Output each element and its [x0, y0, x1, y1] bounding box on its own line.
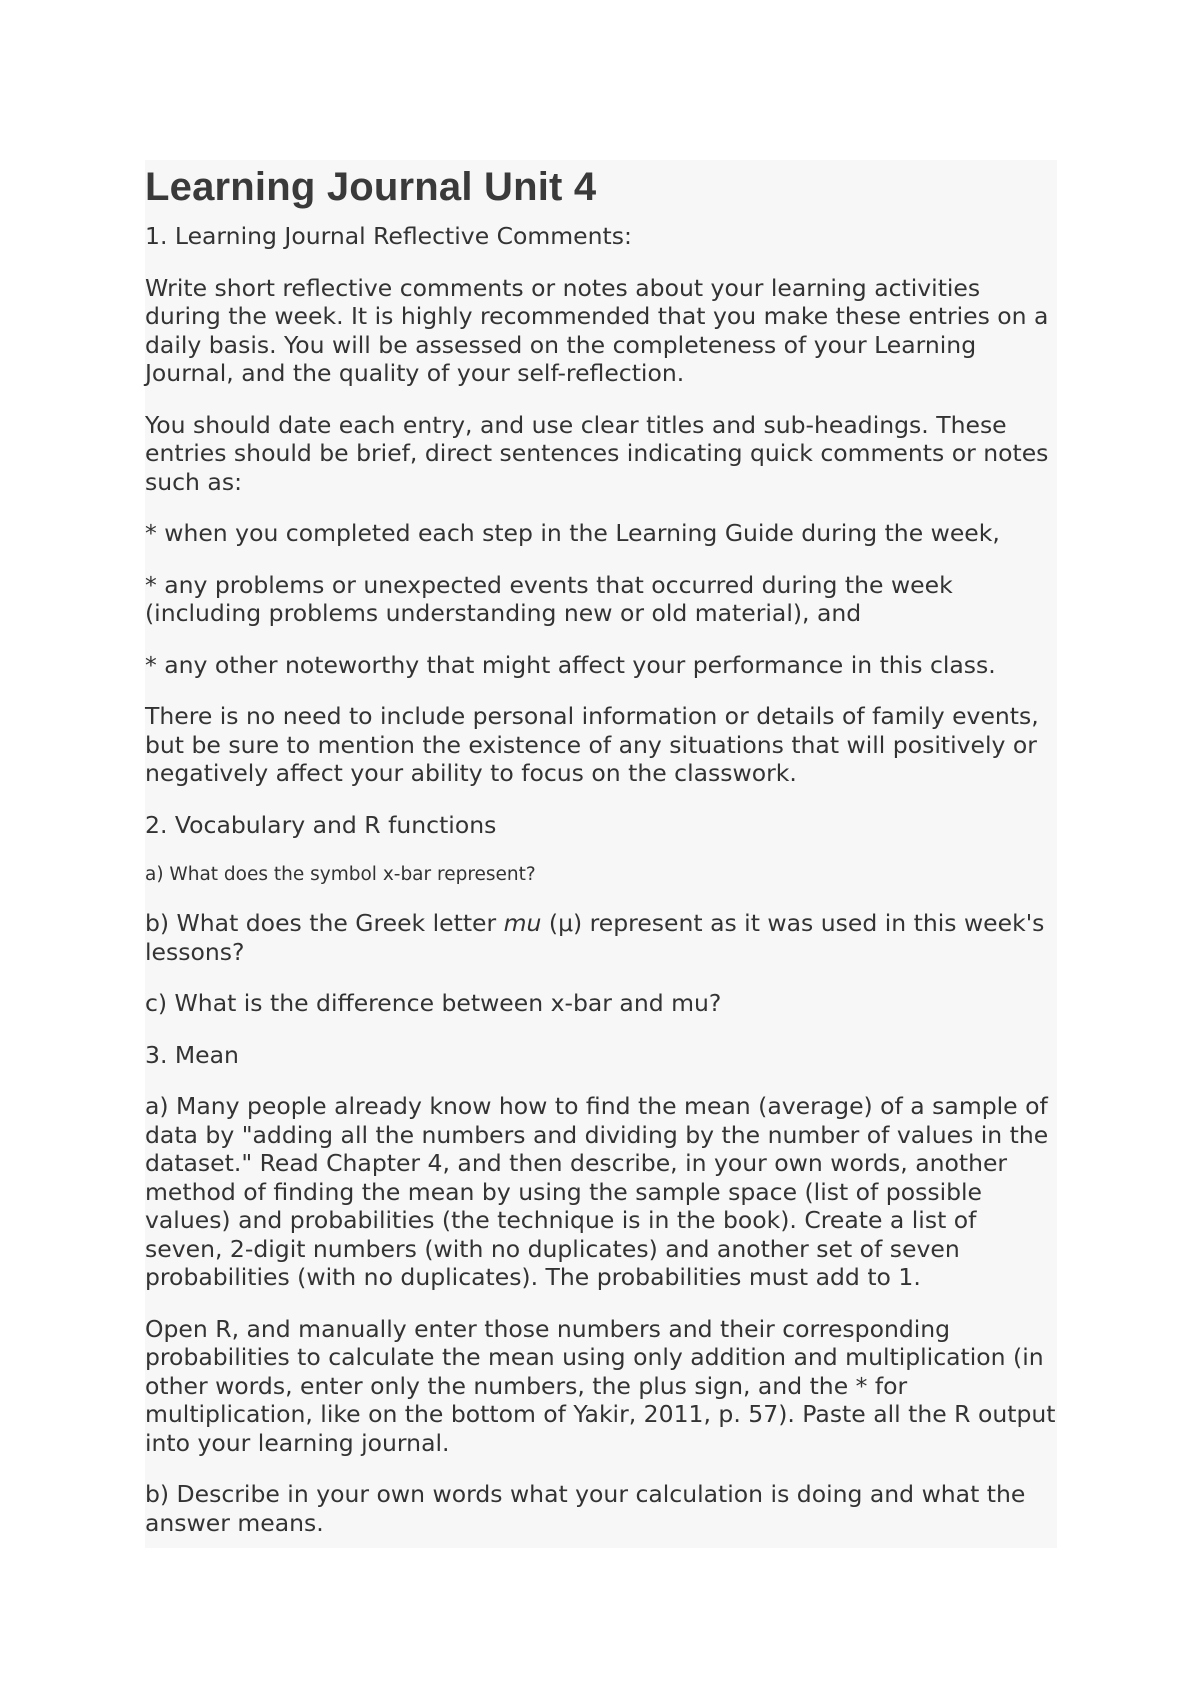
document-content [145, 160, 1057, 1548]
question-2a: a) What does the symbol x-bar represent? [145, 864, 536, 885]
personal-info-paragraph: There is no need to include personal information or details of family events, but be sure to mention the existence of any situations that will positively or negatively affect your ability to focus on the classwork. [145, 702, 1039, 787]
question-2b-mu: mu [503, 909, 542, 937]
question-3a: a) Many people already know how to find the mean (average) of a sample of data by "adding all the numbers and dividing by the number of values in the dataset." Read Chapter 4, and then describe, in your own words, another method of finding the mean by using the sample space (list of possible values) and probabilities (the technique is in the book). Create a list of seven, 2-digit numbers (with no duplicates) and another set of seven probabilities (with no duplicates). The probabilities must add to 1. [145, 1092, 1049, 1291]
bullet-steps-completed: * when you completed each step in the Learning Guide during the week, [145, 519, 1000, 547]
question-2b-end: (μ) represent as it was used in this week's lessons? [145, 909, 1045, 966]
question-2b-start: b) What does the Greek letter [145, 909, 504, 937]
r-instructions-paragraph: Open R, and manually enter those numbers and their corresponding probabilities to calculate the mean using only addition and multiplication (in other words, enter only the numbers, the plus sign, and the * for multiplication, like on the bottom of Yakir, 2011, p. 57). Paste all the R output into your learning journal. [145, 1314, 1056, 1457]
bullet-problems: * any problems or unexpected events that occurred during the week (including problems understanding new or old material), and [145, 570, 953, 627]
question-3b: b) Describe in your own words what your calculation is doing and what the answer means. [145, 1480, 1026, 1537]
instructions-paragraph: Write short reflective comments or notes about your learning activities during the week. It is highly recommended that you make these entries on a daily basis. You will be assessed on the completeness of your Learning Journal, and the quality of your self-reflection. [145, 273, 1049, 387]
question-2b [145, 909, 1057, 966]
page-title: Learning Journal Unit 4 [145, 165, 597, 209]
section1-heading: 1. Learning Journal Reflective Comments: [145, 222, 632, 250]
section3-heading: 3. Mean [145, 1040, 239, 1069]
section2-heading: 2. Vocabulary and R functions [145, 810, 497, 839]
entry-guidelines-paragraph: You should date each entry, and use clear titles and sub-headings. These entries should be brief, direct sentences indicating quick comments or notes such as: [145, 410, 1049, 496]
question-2c: c) What is the difference between x-bar and mu? [145, 989, 722, 1017]
bullet-noteworthy: * any other noteworthy that might affect your performance in this class. [145, 650, 996, 679]
